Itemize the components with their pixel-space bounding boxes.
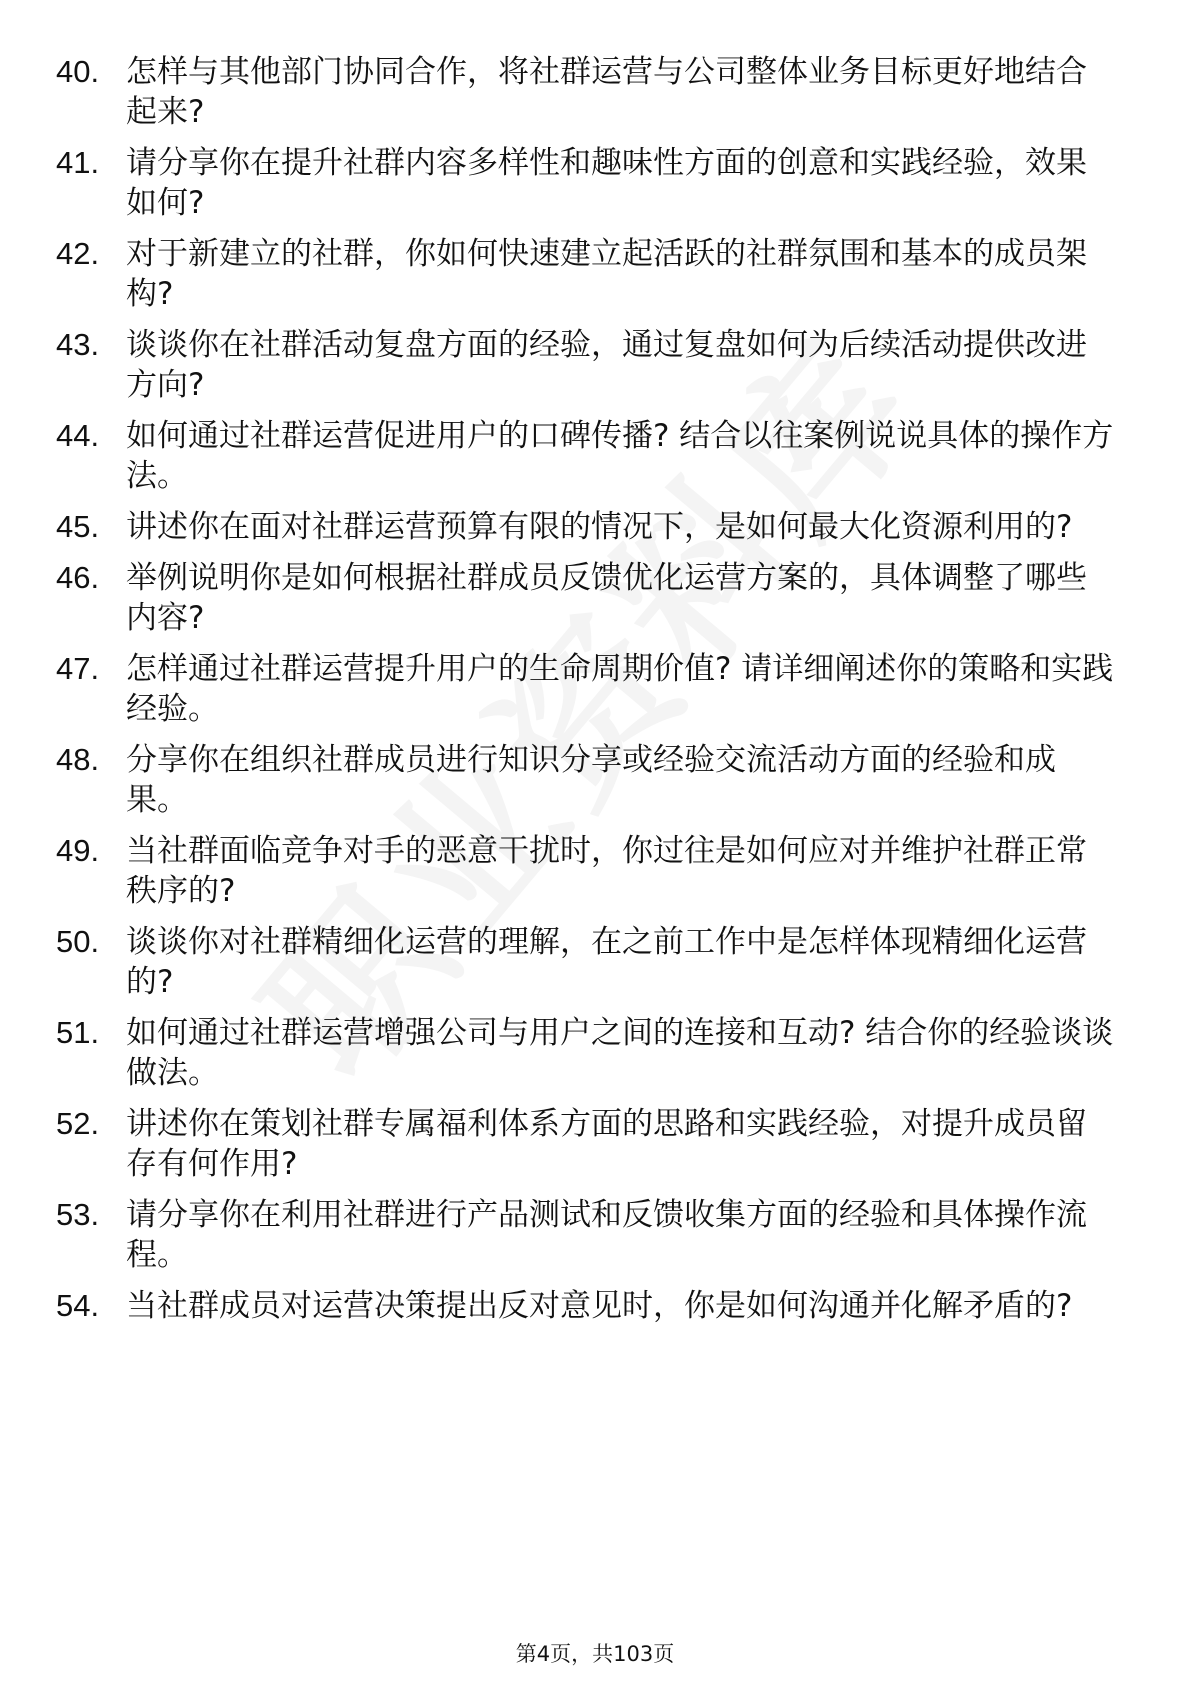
- question-number: 53.: [56, 1197, 100, 1232]
- question-item: [56, 325, 1116, 405]
- question-text: 请分享你在利用社群进行产品测试和反馈收集方面的经验和具体操作流程。: [126, 1197, 1087, 1273]
- question-number: 54.: [56, 1288, 100, 1323]
- question-item: [56, 1104, 1116, 1184]
- question-item: [56, 558, 1116, 638]
- question-text: 如何通过社群运营促进用户的口碑传播? 结合以往案例说说具体的操作方法。: [126, 418, 1114, 494]
- question-item: [56, 143, 1116, 223]
- question-item: [56, 507, 1116, 547]
- question-number: 50.: [56, 924, 100, 959]
- question-text: 请分享你在提升社群内容多样性和趣味性方面的创意和实践经验，效果如何?: [126, 145, 1087, 221]
- question-text: 谈谈你对社群精细化运营的理解，在之前工作中是怎样体现精细化运营的?: [126, 924, 1087, 1000]
- question-text: 谈谈你在社群活动复盘方面的经验，通过复盘如何为后续活动提供改进方向?: [126, 327, 1087, 403]
- question-item: [56, 740, 1116, 820]
- question-item: [56, 234, 1116, 314]
- question-number: 42.: [56, 236, 100, 271]
- question-item: [56, 922, 1116, 1002]
- question-item: [56, 52, 1116, 132]
- question-text: 怎样通过社群运营提升用户的生命周期价值? 请详细阐述你的策略和实践经验。: [126, 651, 1114, 727]
- question-item: [56, 1195, 1116, 1275]
- question-item: [56, 649, 1116, 729]
- question-text: 讲述你在策划社群专属福利体系方面的思路和实践经验，对提升成员留存有何作用?: [126, 1106, 1087, 1182]
- question-text: 分享你在组织社群成员进行知识分享或经验交流活动方面的经验和成果。: [126, 742, 1056, 818]
- question-number: 47.: [56, 651, 100, 686]
- question-text: 如何通过社群运营增强公司与用户之间的连接和互动? 结合你的经验谈谈做法。: [126, 1015, 1114, 1091]
- question-number: 51.: [56, 1015, 100, 1050]
- question-item: [56, 831, 1116, 911]
- page-footer: 第4页，共103页: [515, 1642, 675, 1666]
- question-number: 52.: [56, 1106, 100, 1141]
- question-item: [56, 1013, 1116, 1093]
- question-text: 对于新建立的社群，你如何快速建立起活跃的社群氛围和基本的成员架构?: [126, 236, 1087, 312]
- question-number: 40.: [56, 54, 100, 89]
- question-number: 43.: [56, 327, 100, 362]
- question-list: [56, 52, 1116, 1337]
- question-number: 44.: [56, 418, 100, 453]
- question-number: 45.: [56, 509, 100, 544]
- question-text: 当社群面临竞争对手的恶意干扰时，你过往是如何应对并维护社群正常秩序的?: [126, 833, 1087, 909]
- question-item: [56, 1286, 1116, 1326]
- question-number: 41.: [56, 145, 100, 180]
- question-text: 讲述你在面对社群运营预算有限的情况下，是如何最大化资源利用的?: [126, 509, 1073, 545]
- question-number: 46.: [56, 560, 100, 595]
- question-number: 48.: [56, 742, 100, 777]
- question-number: 49.: [56, 833, 100, 868]
- question-item: [56, 416, 1116, 496]
- question-text: 当社群成员对运营决策提出反对意见时，你是如何沟通并化解矛盾的?: [126, 1288, 1073, 1324]
- question-text: 怎样与其他部门协同合作，将社群运营与公司整体业务目标更好地结合起来?: [126, 54, 1087, 130]
- question-text: 举例说明你是如何根据社群成员反馈优化运营方案的，具体调整了哪些内容?: [126, 560, 1087, 636]
